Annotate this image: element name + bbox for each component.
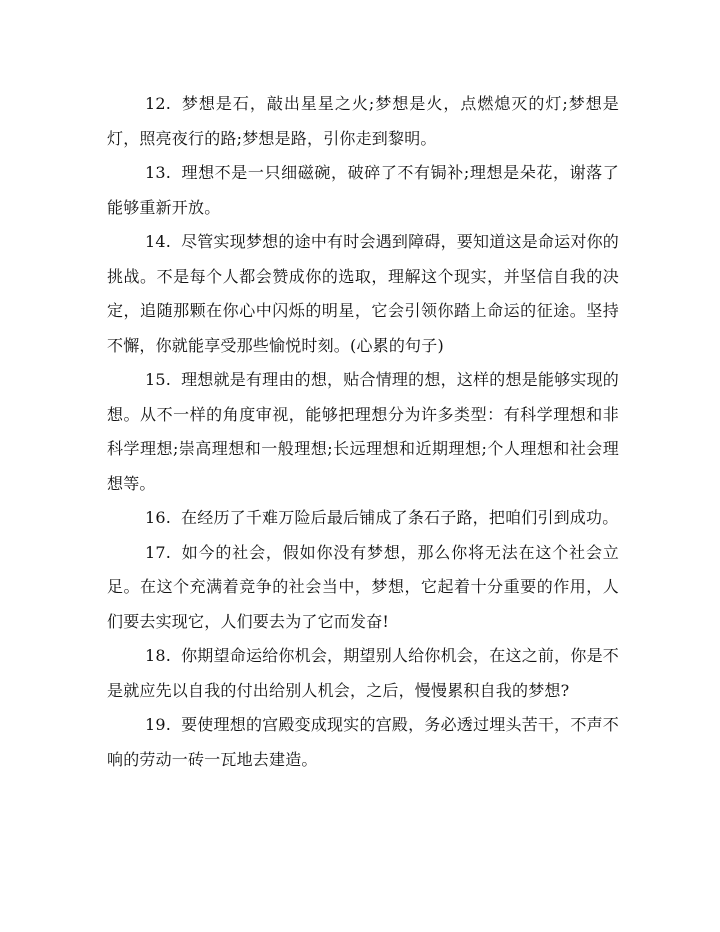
paragraph-number: 19. [145,715,172,734]
paragraph-12 [107,87,619,156]
paragraph-text: 理想就是有理由的想，贴合情理的想，这样的想是能够实现的想。从不一样的角度审视，能够把理想分为许多类型：有科学理想和非科学理想;崇高理想和一般理想;长远理想和近期理想;个人理想和社会理想等。 [107,370,619,493]
paragraph-number: 13. [145,163,172,182]
paragraph-text: 尽管实现梦想的途中有时会遇到障碍，要知道这是命运对你的挑战。不是每个人都会赞成你的选取，理解这个现实，并坚信自我的决定，追随那颗在你心中闪烁的明星，它会引领你踏上命运的征途。坚持不懈，你就能享受那些愉悦时刻。(心累的句子) [107,232,619,355]
paragraph-13 [107,156,619,225]
paragraph-number: 14. [145,232,172,251]
paragraph-number: 15. [145,370,172,389]
paragraph-text: 在经历了千难万险后最后铺成了条石子路，把咱们引到成功。 [181,508,619,527]
paragraph-text: 如今的社会，假如你没有梦想，那么你将无法在这个社会立足。在这个充满着竞争的社会当中，梦想，它起着十分重要的作用，人们要去实现它，人们要去为了它而发奋! [107,542,619,631]
paragraph-19 [107,708,619,777]
paragraph-text: 要使理想的宫殿变成现实的宫殿，务必透过埋头苦干，不声不响的劳动一砖一瓦地去建造。 [107,715,619,769]
paragraph-number: 16. [145,508,172,527]
paragraph-text: 理想不是一只细磁碗，破碎了不有锔补;理想是朵花，谢落了能够重新开放。 [107,163,619,217]
paragraph-text: 梦想是石，敲出星星之火;梦想是火，点燃熄灭的灯;梦想是灯，照亮夜行的路;梦想是路，引你走到黎明。 [107,94,619,148]
paragraph-17 [107,536,619,640]
paragraph-14 [107,225,619,363]
paragraph-15 [107,363,619,501]
paragraph-number: 17. [145,542,172,562]
paragraph-number: 12. [145,94,172,113]
document-body [107,87,619,777]
paragraph-18 [107,639,619,708]
paragraph-16 [107,501,619,536]
paragraph-text: 你期望命运给你机会，期望别人给你机会，在这之前，你是不是就应先以自我的付出给别人机会，之后，慢慢累积自我的梦想? [107,646,619,700]
paragraph-number: 18. [145,646,172,665]
